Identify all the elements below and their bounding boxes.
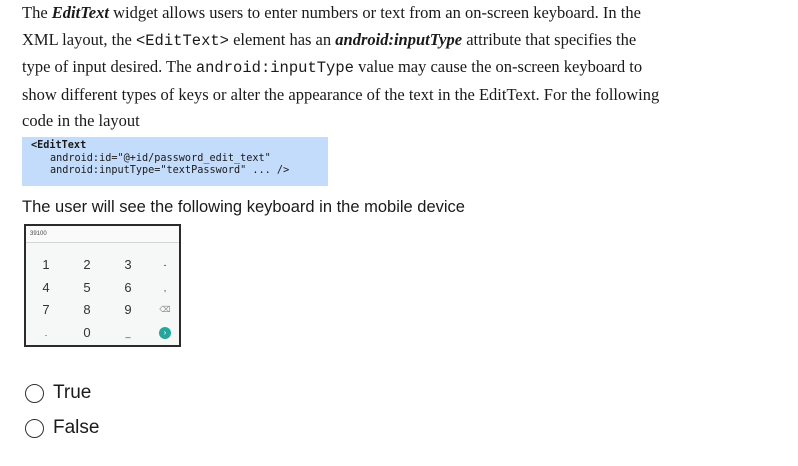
key-2: 2	[83, 257, 91, 272]
option-true-label: True	[53, 382, 92, 403]
text-span: The	[22, 3, 52, 22]
key-3: 3	[124, 257, 132, 272]
text-span: XML layout, the	[22, 29, 136, 49]
question-line: code in the layout	[22, 111, 140, 131]
key-4: 4	[42, 280, 50, 295]
question-line	[22, 0, 782, 27]
edittext-tag: <EditText>	[135, 31, 229, 50]
key-6: 6	[124, 280, 132, 295]
key-minus: -	[163, 260, 167, 270]
option-false[interactable]	[25, 417, 99, 439]
text-span: element has an	[228, 29, 336, 49]
key-comma: ,	[163, 283, 167, 293]
code-line: <EditText	[31, 140, 87, 151]
code-block	[22, 137, 328, 186]
keyboard-prompt: The user will see the following keyboard in the mobile device	[22, 198, 465, 216]
code-line: android:inputType="textPassword" ... />	[50, 165, 290, 176]
question-line	[22, 27, 782, 55]
key-0: 0	[83, 325, 91, 340]
key-8: 8	[83, 302, 91, 317]
text-span: widget allows users to enter numbers or text from an on-screen keyboard. In the	[108, 3, 641, 22]
question-line	[22, 54, 782, 82]
question-text	[22, 0, 782, 135]
key-space: _	[125, 328, 131, 338]
option-false-label: False	[53, 417, 100, 438]
text-span: value may cause the on-screen keyboard to	[353, 57, 643, 77]
go-arrow-icon: ›	[159, 327, 171, 339]
code-line: android:id="@+id/password_edit_text"	[50, 152, 271, 164]
numeric-keyboard-image	[24, 224, 181, 347]
key-5: 5	[83, 280, 91, 295]
text-span: type of input desired. The	[22, 57, 196, 77]
key-1: 1	[42, 257, 50, 272]
key-period: .	[44, 328, 48, 338]
radio-button-false[interactable]	[25, 419, 44, 438]
inputtype-code: android:inputType	[195, 59, 354, 78]
option-true[interactable]	[25, 382, 91, 404]
backspace-icon: ⌫	[159, 305, 171, 314]
key-9: 9	[124, 302, 132, 317]
key-7: 7	[42, 302, 50, 317]
radio-button-true[interactable]	[25, 384, 44, 403]
inputtype-term: android:inputType	[335, 29, 463, 49]
question-line: show different types of keys or alter the appearance of the text in the EditText. For the following	[22, 84, 660, 104]
keyboard-input-field: 39100	[26, 226, 179, 243]
text-span: attribute that specifies the	[462, 29, 637, 49]
edittext-term: EditText	[51, 3, 109, 22]
